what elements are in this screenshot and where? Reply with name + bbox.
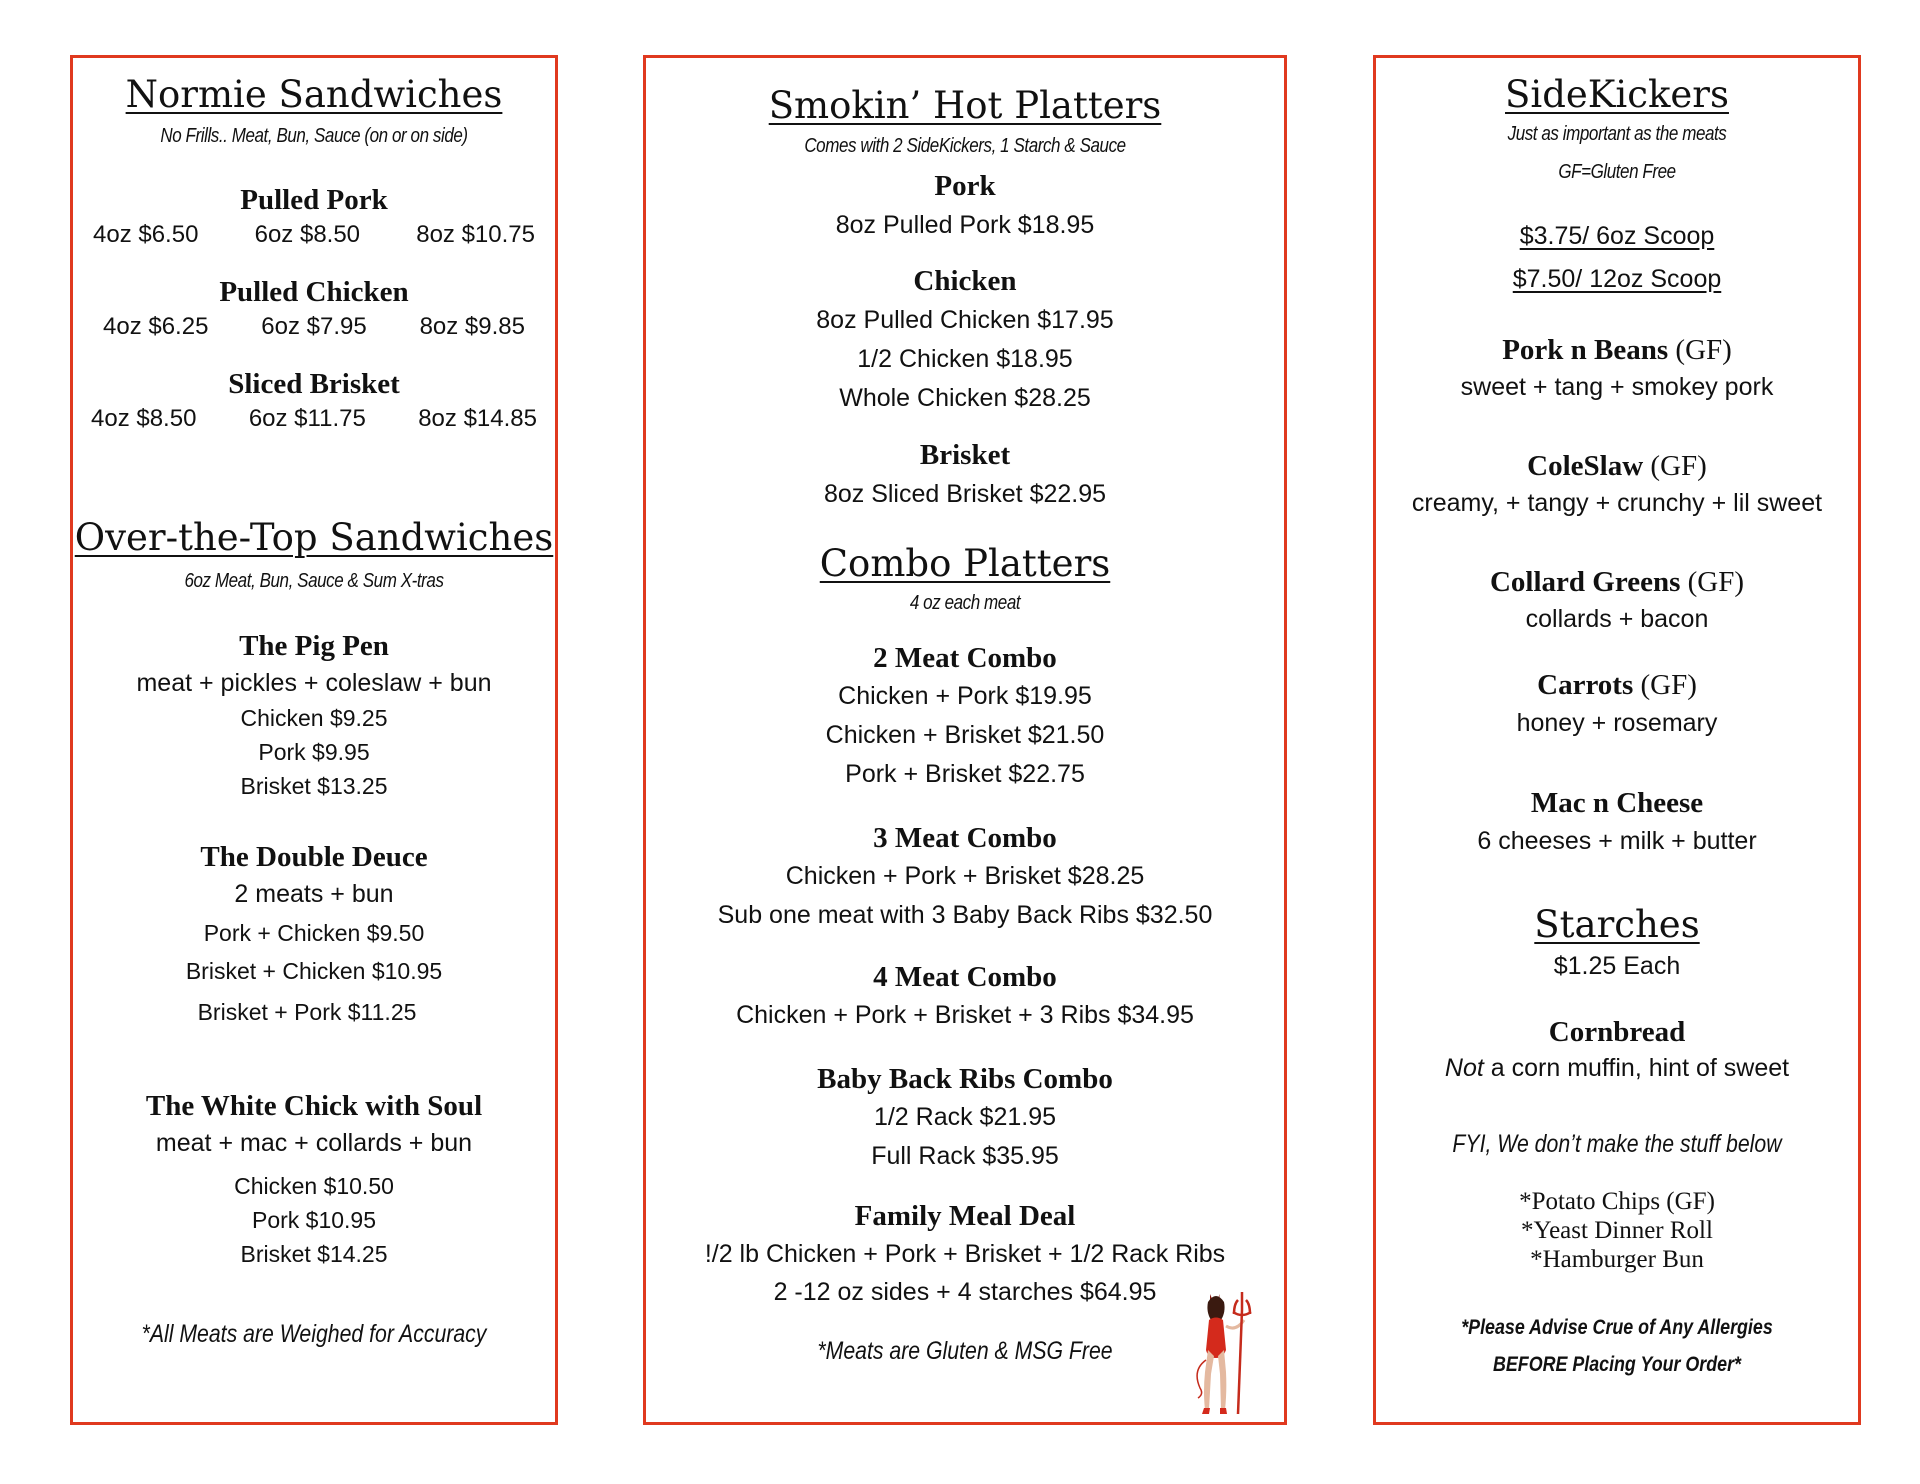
- price: 4oz $6.25: [103, 313, 209, 340]
- price: 8oz $10.75: [416, 221, 535, 248]
- cornbread-desc: [1376, 1054, 1858, 1083]
- menu-line: 8oz Sliced Brisket $22.95: [823, 480, 1107, 508]
- menu-line: 8oz Pulled Pork $18.95: [835, 211, 1095, 239]
- menu-line: 1/2 Chicken $18.95: [857, 345, 1073, 373]
- weighed-footnote: *All Meats are Weighed for Accuracy: [141, 1320, 487, 1348]
- normie-subtitle: No Frills.. Meat, Bun, Sauce (on or on side): [160, 125, 468, 147]
- gf-tag: (GF): [1643, 450, 1707, 482]
- sidekickers-panel: [1373, 55, 1861, 1425]
- four-meat-combo-heading: 4 Meat Combo: [873, 961, 1057, 993]
- cornbread-heading: Cornbread: [1548, 1016, 1686, 1048]
- three-meat-combo-heading: 3 Meat Combo: [873, 822, 1057, 854]
- overthetop-subtitle: 6oz Meat, Bun, Sauce & Sum X-tras: [184, 570, 444, 592]
- combo-title: Combo Platters: [819, 542, 1111, 585]
- two-meat-combo-heading: 2 Meat Combo: [873, 642, 1057, 674]
- pork-beans-heading: [1376, 334, 1858, 367]
- menu-line: Full Rack $35.95: [871, 1142, 1059, 1170]
- gluten-footnote: *Meats are Gluten & MSG Free: [817, 1337, 1113, 1365]
- price: 8oz $14.85: [418, 405, 537, 432]
- price: 8oz $9.85: [419, 313, 525, 340]
- price: Brisket $13.25: [240, 773, 388, 799]
- normie-panel: [70, 55, 558, 1425]
- platters-subtitle: Comes with 2 SideKickers, 1 Starch & Sauce: [804, 135, 1126, 157]
- platters-title: Smokin’ Hot Platters: [768, 84, 1162, 127]
- allergy-note: *Please Advise Crue of Any Allergies: [1461, 1316, 1773, 1339]
- other-item: *Potato Chips (GF): [1519, 1188, 1715, 1215]
- devil-mascot-icon: [1186, 1290, 1266, 1420]
- combo-subtitle: 4 oz each meat: [909, 592, 1021, 614]
- side-desc: collards + bacon: [1525, 605, 1709, 633]
- menu-line: Sub one meat with 3 Baby Back Ribs $32.50: [717, 901, 1213, 929]
- family-deal-heading: Family Meal Deal: [854, 1200, 1076, 1232]
- sidekickers-subtitle: Just as important as the meats: [1507, 123, 1727, 145]
- side-desc: sweet + tang + smokey pork: [1460, 373, 1774, 401]
- gf-tag: (GF): [1633, 669, 1697, 701]
- starches-title: Starches: [1534, 903, 1700, 946]
- price: Chicken $10.50: [234, 1173, 394, 1199]
- fyi-note: FYI, We don’t make the stuff below: [1452, 1130, 1782, 1158]
- menu-line: Chicken + Pork + Brisket $28.25: [785, 862, 1145, 890]
- normie-title: Normie Sandwiches: [125, 73, 503, 116]
- pulled-pork-heading: Pulled Pork: [240, 184, 388, 216]
- side-name: Carrots: [1537, 669, 1634, 701]
- price: 6oz $11.75: [248, 405, 366, 432]
- starch-price: $1.25 Each: [1553, 952, 1681, 980]
- menu-line: Chicken + Brisket $21.50: [825, 721, 1105, 749]
- menu-line: Whole Chicken $28.25: [839, 384, 1091, 412]
- price: 6oz $7.95: [261, 313, 367, 340]
- ribs-combo-heading: Baby Back Ribs Combo: [817, 1063, 1113, 1095]
- price: Brisket + Pork $11.25: [197, 999, 417, 1025]
- price: Brisket $14.25: [240, 1241, 388, 1267]
- double-deuce-desc: 2 meats + bun: [234, 880, 394, 908]
- other-item: *Yeast Dinner Roll: [1521, 1217, 1713, 1244]
- menu-line: 8oz Pulled Chicken $17.95: [816, 306, 1114, 334]
- menu-line: Chicken + Pork $19.95: [838, 682, 1092, 710]
- price: Pork $10.95: [251, 1207, 377, 1233]
- side-desc: creamy, + tangy + crunchy + lil sweet: [1411, 489, 1823, 517]
- price: Chicken $9.25: [240, 705, 388, 731]
- side-name: Pork n Beans: [1502, 334, 1669, 366]
- menu-line: Chicken + Pork + Brisket + 3 Ribs $34.95: [736, 1001, 1194, 1029]
- side-desc: honey + rosemary: [1516, 709, 1718, 737]
- sidekickers-title: SideKickers: [1505, 73, 1729, 116]
- price: Pork $9.95: [258, 739, 370, 765]
- gf-tag: (GF): [1680, 566, 1744, 598]
- overthetop-title: Over-the-Top Sandwiches: [74, 516, 554, 559]
- scoop-price: $7.50/ 12oz Scoop: [1512, 265, 1722, 293]
- collard-greens-heading: [1376, 566, 1858, 599]
- white-chick-desc: meat + mac + collards + bun: [155, 1129, 473, 1157]
- chicken-platter-heading: Chicken: [913, 265, 1017, 297]
- sliced-brisket-heading: Sliced Brisket: [228, 368, 400, 400]
- menu-line: 2 -12 oz sides + 4 starches $64.95: [773, 1278, 1157, 1306]
- carrots-heading: [1376, 669, 1858, 702]
- side-desc: 6 cheeses + milk + butter: [1477, 827, 1757, 855]
- menu-line: Pork + Brisket $22.75: [845, 760, 1085, 788]
- gluten-free-note: GF=Gluten Free: [1558, 161, 1676, 183]
- price: 4oz $8.50: [91, 405, 197, 432]
- cornbread-text: a corn muffin, hint of sweet: [1483, 1054, 1790, 1082]
- white-chick-heading: The White Chick with Soul: [145, 1090, 483, 1122]
- not-emphasis: Not: [1444, 1054, 1484, 1082]
- menu-line: 1/2 Rack $21.95: [873, 1103, 1057, 1131]
- pig-pen-heading: The Pig Pen: [239, 630, 389, 662]
- sliced-brisket-prices: [91, 405, 537, 433]
- side-name: Collard Greens: [1489, 566, 1681, 598]
- double-deuce-heading: The Double Deuce: [200, 841, 428, 873]
- price: 4oz $6.50: [93, 221, 199, 248]
- pulled-pork-prices: [93, 221, 535, 249]
- pulled-chicken-prices: [103, 313, 525, 341]
- brisket-platter-heading: Brisket: [919, 439, 1011, 471]
- platters-panel: [643, 55, 1287, 1425]
- mac-cheese-heading: Mac n Cheese: [1530, 787, 1704, 819]
- allergy-note: BEFORE Placing Your Order*: [1493, 1353, 1741, 1376]
- menu-line: !/2 lb Chicken + Pork + Brisket + 1/2 Rack Ribs: [704, 1240, 1226, 1268]
- pork-platter-heading: Pork: [934, 170, 996, 202]
- price: 6oz $8.50: [254, 221, 361, 248]
- pig-pen-desc: meat + pickles + coleslaw + bun: [136, 669, 492, 697]
- coleslaw-heading: [1376, 450, 1858, 483]
- pulled-chicken-heading: Pulled Chicken: [219, 276, 409, 308]
- gf-tag: (GF): [1668, 334, 1732, 366]
- other-item: *Hamburger Bun: [1530, 1246, 1704, 1273]
- price: Brisket + Chicken $10.95: [185, 958, 443, 984]
- price: Pork + Chicken $9.50: [203, 920, 425, 946]
- scoop-price: $3.75/ 6oz Scoop: [1519, 222, 1715, 250]
- side-name: ColeSlaw: [1527, 450, 1644, 482]
